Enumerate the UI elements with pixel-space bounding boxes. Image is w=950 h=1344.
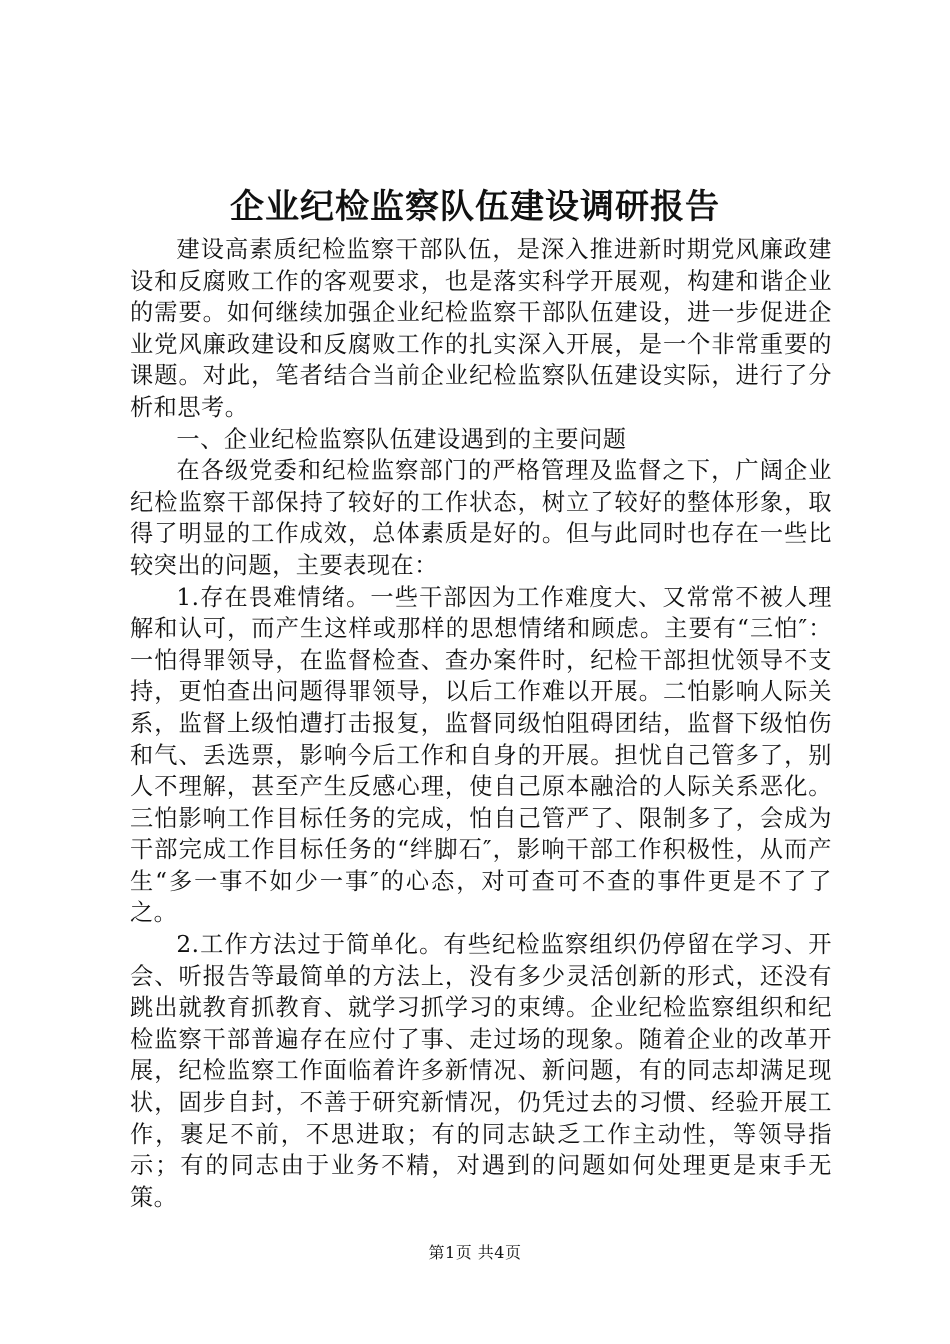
paragraph-point-2: 2.工作方法过于简单化。有些纪检监察组织仍停留在学习、开会、听报告等最简单的方法上，没有多少灵活创新的形式，还没有跳出就教育抓教育、就学习抓学习的束缚。企业纪检监察组织和纪检监察干部普遍存在应付了事、走过场的现象。随着企业的改革开展，纪检监察工作面临着许多新情况、新问题，有的同志却满足现状，固步自封，不善于研究新情况，仍凭过去的习惯、经验开展工作，裹足不前，不思进取；有的同志缺乏工作主动性，等领导指示；有的同志由于业务不精，对遇到的问题如何处理更是束手无策。 (130, 931, 832, 1211)
paragraph-point-1: 1.存在畏难情绪。一些干部因为工作难度大、又常常不被人理解和认可，而产生这样或那样的思想情绪和顾虑。主要有“三怕″：一怕得罪领导，在监督检查、查办案件时，纪检干部担忧领导不支持，更怕查出问题得罪领导，以后工作难以开展。二怕影响人际关系，监督上级怕遭打击报复，监督同级怕阻碍团结，监督下级怕伤和气、丢选票，影响今后工作和自身的开展。担忧自己管多了，别人不理解，甚至产生反感心理，使自己原本融洽的人际关系恶化。三怕影响工作目标任务的完成，怕自己管严了、限制多了，会成为干部完成工作目标任务的“绊脚石″，影响干部工作积极性，从而产生“多一事不如少一事″的心态，对可查可不查的事件更是不了了之。 (130, 583, 832, 927)
paragraph-intro: 建设高素质纪检监察干部队伍，是深入推进新时期党风廉政建设和反腐败工作的客观要求，也是落实科学开展观，构建和谐企业的需要。如何继续加强企业纪检监察干部队伍建设，进一步促进企业党风廉政建设和反腐败工作的扎实深入开展，是一个非常重要的课题。对此，笔者结合当前企业纪检监察队伍建设实际，进行了分析和思考。 (130, 236, 832, 421)
section-heading-1: 一、企业纪检监察队伍建设遇到的主要问题 (176, 425, 627, 453)
page-title: 企业纪检监察队伍建设调研报告 (230, 187, 720, 227)
page-number: 第1页 共4页 (428, 1243, 522, 1262)
document-body (130, 234, 832, 1213)
paragraph-overview: 在各级党委和纪检监察部门的严格管理及监督之下，广阔企业纪检监察干部保持了较好的工作状态，树立了较好的整体形象，取得了明显的工作成效，总体素质是好的。但与此同时也存在一些比较突出的问题，主要表现在： (130, 457, 832, 579)
